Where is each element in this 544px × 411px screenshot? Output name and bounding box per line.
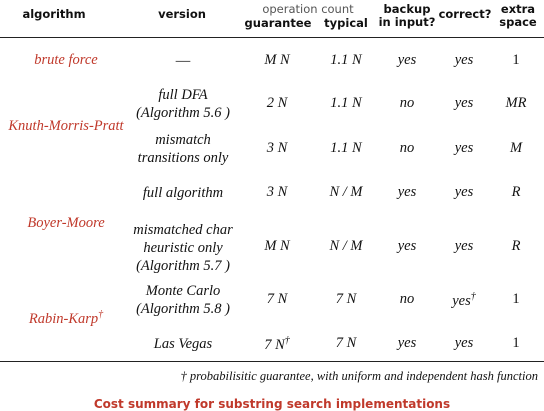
cell-space: 1 — [512, 291, 520, 307]
cell-correct: yes — [454, 238, 474, 254]
cell-space: 1 — [512, 335, 520, 351]
version-brute-force — [128, 52, 238, 70]
version-line: Las Vegas — [153, 336, 213, 352]
version-line: mismatched char — [133, 222, 233, 238]
cell-typical: N / M — [329, 184, 363, 200]
algorithm-brute-force: brute force — [34, 52, 98, 68]
header-algorithm: algorithm — [22, 7, 86, 21]
cell-correct: yes — [454, 52, 474, 68]
dagger-mark: † — [284, 335, 290, 346]
version-line: heuristic only — [143, 240, 223, 256]
cell-correct: yes — [454, 95, 474, 111]
version-mismatched-char-heuristic — [128, 221, 238, 275]
header-backup-line1: backup — [383, 2, 431, 16]
bottom-rule — [0, 361, 544, 362]
cell-correct-dagger — [434, 291, 494, 310]
header-backup — [376, 3, 438, 29]
cell-guarantee: 7 N — [264, 336, 285, 353]
cell-guarantee: 3 N — [266, 140, 288, 156]
version-line: transitions only — [137, 150, 229, 166]
footnote: † probabilisitic guarantee, with uniform and independent hash function — [180, 369, 538, 383]
cell-backup: yes — [397, 184, 417, 200]
algorithm-rabin-karp — [0, 309, 132, 328]
header-extra-line2: space — [499, 15, 537, 29]
header-version: version — [158, 7, 206, 21]
cell-typical: N / M — [329, 238, 363, 254]
version-las-vegas — [128, 335, 238, 353]
cell-typical: 1.1 N — [330, 140, 362, 156]
cell-typical: 1.1 N — [330, 52, 362, 68]
cell-correct: yes — [454, 140, 474, 156]
cell-guarantee: M N — [264, 52, 290, 68]
cell-guarantee: 7 N — [266, 291, 288, 307]
cell-backup: no — [399, 291, 415, 307]
header-extra-line1: extra — [500, 2, 536, 16]
header-correct: correct? — [438, 7, 492, 21]
cell-space: R — [511, 238, 521, 254]
cell-correct: yes — [454, 335, 474, 351]
cell-backup: yes — [397, 238, 417, 254]
header-rule — [0, 37, 544, 38]
version-line: (Algorithm 5.6 ) — [136, 105, 230, 121]
algorithm-knuth-morris-pratt: Knuth-Morris-Pratt — [8, 118, 124, 134]
algorithm-boyer-moore: Boyer-Moore — [27, 215, 105, 231]
cell-space: R — [511, 184, 521, 200]
cell-correct: yes — [454, 184, 474, 200]
version-line: (Algorithm 5.8 ) — [136, 301, 230, 317]
version-mismatch-transitions — [128, 131, 238, 167]
table-caption: Cost summary for substring search implementations — [93, 397, 451, 411]
cell-typical: 7 N — [335, 335, 357, 351]
cell-guarantee: 2 N — [266, 95, 288, 111]
version-line: — — [175, 53, 191, 69]
header-guarantee: guarantee — [244, 16, 312, 30]
rabin-karp-dagger: † — [98, 309, 104, 320]
version-monte-carlo — [128, 282, 238, 318]
version-full-algorithm — [128, 184, 238, 202]
version-line: Monte Carlo — [145, 283, 221, 299]
version-full-dfa — [128, 86, 238, 122]
cell-backup: no — [399, 140, 415, 156]
rabin-karp-label: Rabin-Karp — [28, 310, 99, 327]
dagger-mark: † — [470, 291, 476, 302]
header-extra-space — [492, 3, 544, 29]
header-backup-line2: in input? — [378, 15, 436, 29]
version-line: (Algorithm 5.7 ) — [136, 258, 230, 274]
version-line: full DFA — [158, 87, 208, 103]
version-line: mismatch — [155, 132, 211, 148]
cell-backup: no — [399, 95, 415, 111]
cell-guarantee: M N — [264, 238, 290, 254]
cell-typical: 7 N — [335, 291, 357, 307]
cell-backup: yes — [397, 335, 417, 351]
cell-guarantee-dagger — [247, 335, 307, 354]
cell-typical: 1.1 N — [330, 95, 362, 111]
cell-backup: yes — [397, 52, 417, 68]
cell-space: 1 — [512, 52, 520, 68]
header-operation-count: operation count — [262, 2, 354, 16]
cell-space: M — [509, 140, 523, 156]
cell-space: MR — [505, 95, 527, 111]
cell-guarantee: 3 N — [266, 184, 288, 200]
version-line: full algorithm — [142, 185, 224, 201]
header-typical: typical — [324, 16, 368, 30]
cell-correct: yes — [452, 292, 471, 309]
